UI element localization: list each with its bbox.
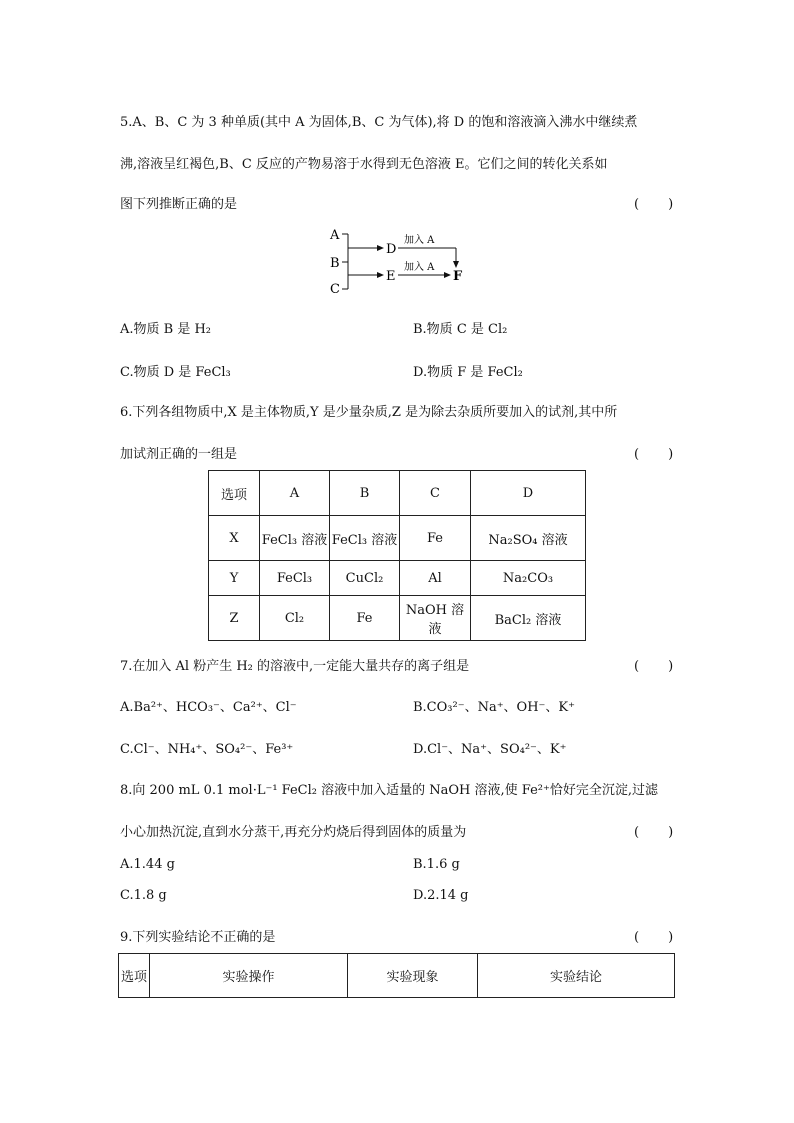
q6-table-header-row — [209, 471, 586, 516]
diagram-label-a: A — [330, 228, 340, 243]
table-cell: Fe — [400, 516, 471, 561]
q7-stem-line1: 7.在加入 Al 粉产生 H₂ 的溶液中,一定能大量共存的离子组是 — [120, 659, 470, 674]
q6-stem-line1: 6.下列各组物质中,X 是主体物质,Y 是少量杂质,Z 是为除去杂质所要加入的试剂,其中所 — [120, 405, 618, 420]
diagram-label-f: F — [453, 269, 463, 284]
q9-table-header-row — [119, 954, 675, 998]
table-header-cell: 选项 — [209, 471, 260, 516]
q5-option-d: D.物质 F 是 FeCl₂ — [413, 365, 523, 380]
diagram-label-c: C — [330, 282, 340, 297]
q8-option-b: B.1.6 g — [413, 857, 460, 872]
table-cell: Z — [209, 596, 260, 641]
table-cell: Fe — [330, 596, 400, 641]
diagram-label-d: D — [386, 242, 397, 257]
diagram-add-a-2: 加入 A — [404, 262, 435, 273]
q8-answer-paren: ( ) — [634, 825, 675, 840]
q7-option-a: A.Ba²⁺、HCO₃⁻、Ca²⁺、Cl⁻ — [120, 700, 297, 715]
table-header-cell: 实验现象 — [348, 954, 478, 998]
table-cell: FeCl₃ 溶液 — [260, 516, 330, 561]
table-header-cell: C — [400, 471, 471, 516]
q8-stem-line1: 8.向 200 mL 0.1 mol·L⁻¹ FeCl₂ 溶液中加入适量的 NaOH 溶液,使 Fe²⁺恰好完全沉淀,过滤 — [120, 783, 658, 798]
table-cell: FeCl₃ — [260, 561, 330, 596]
q7-answer-paren: ( ) — [634, 659, 675, 674]
q5-stem-line1: 5.A、B、C 为 3 种单质(其中 A 为固体,B、C 为气体),将 D 的饱和溶液滴入沸水中继续煮 — [120, 115, 638, 130]
table-cell: Y — [209, 561, 260, 596]
q8-option-a: A.1.44 g — [120, 857, 175, 872]
q5-stem-line2: 沸,溶液呈红褐色,B、C 反应的产物易溶于水得到无色溶液 E。它们之间的转化关系如 — [120, 157, 608, 172]
q6-stem-line2: 加试剂正确的一组是 — [120, 447, 238, 462]
q5-answer-paren: ( ) — [634, 197, 675, 212]
q5-option-a: A.物质 B 是 H₂ — [120, 322, 212, 337]
table-cell: Na₂CO₃ — [471, 561, 586, 596]
q9-table — [118, 953, 675, 998]
table-cell: X — [209, 516, 260, 561]
table-cell: Al — [400, 561, 471, 596]
table-row — [209, 516, 586, 561]
table-header-cell: 实验结论 — [478, 954, 675, 998]
diagram-label-b: B — [330, 256, 340, 271]
table-header-cell: 选项 — [119, 954, 150, 998]
q5-conversion-diagram — [320, 222, 480, 298]
table-header-cell: 实验操作 — [150, 954, 348, 998]
table-cell: CuCl₂ — [330, 561, 400, 596]
q7-option-d: D.Cl⁻、Na⁺、SO₄²⁻、K⁺ — [413, 742, 567, 757]
diagram-add-a-1: 加入 A — [404, 235, 435, 246]
diagram-label-e: E — [386, 269, 396, 284]
table-row — [209, 561, 586, 596]
table-cell: FeCl₃ 溶液 — [330, 516, 400, 561]
q7-option-b: B.CO₃²⁻、Na⁺、OH⁻、K⁺ — [413, 700, 575, 715]
q8-option-d: D.2.14 g — [413, 888, 469, 903]
table-row — [209, 596, 586, 641]
q7-option-c: C.Cl⁻、NH₄⁺、SO₄²⁻、Fe³⁺ — [120, 742, 294, 757]
q6-answer-paren: ( ) — [634, 447, 675, 462]
q9-answer-paren: ( ) — [634, 930, 675, 945]
q6-table — [208, 470, 586, 641]
q8-stem-line2: 小心加热沉淀,直到水分蒸干,再充分灼烧后得到固体的质量为 — [120, 825, 467, 840]
table-cell: NaOH 溶液 — [400, 596, 471, 641]
q5-option-b: B.物质 C 是 Cl₂ — [413, 322, 508, 337]
table-header-cell: A — [260, 471, 330, 516]
q5-stem-line3: 图下列推断正确的是 — [120, 197, 238, 212]
q5-option-c: C.物质 D 是 FeCl₃ — [120, 365, 231, 380]
table-header-cell: D — [471, 471, 586, 516]
q8-option-c: C.1.8 g — [120, 888, 167, 903]
table-header-cell: B — [330, 471, 400, 516]
table-cell: Na₂SO₄ 溶液 — [471, 516, 586, 561]
table-cell: Cl₂ — [260, 596, 330, 641]
q9-stem-line1: 9.下列实验结论不正确的是 — [120, 930, 276, 945]
table-cell: BaCl₂ 溶液 — [471, 596, 586, 641]
